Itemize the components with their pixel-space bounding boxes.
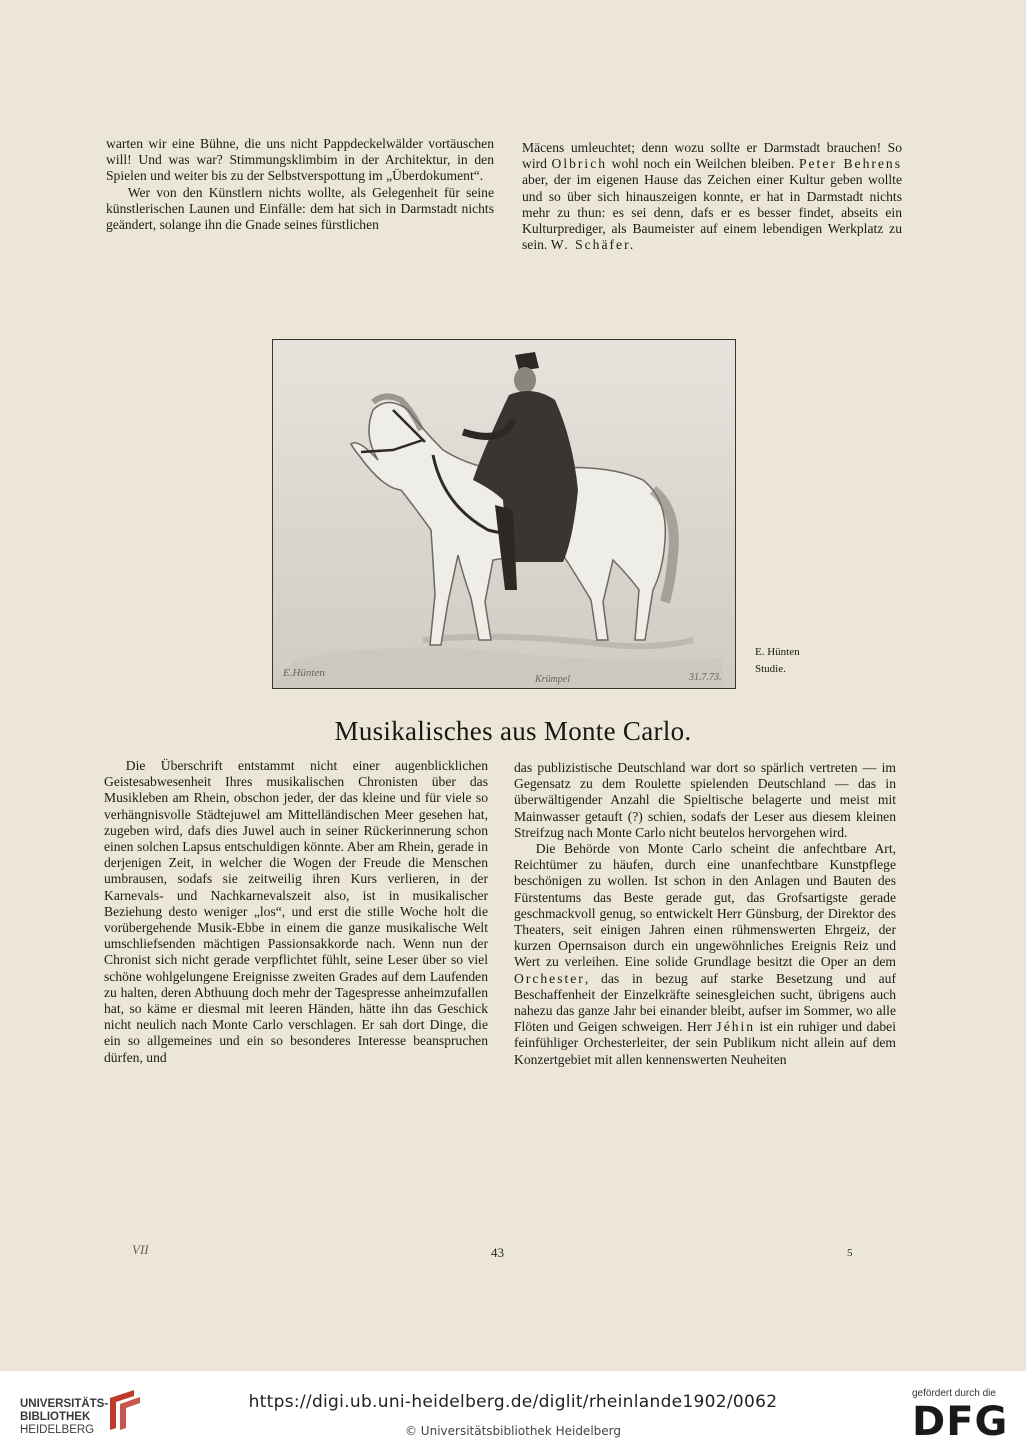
location-note: Krümpel	[535, 674, 570, 685]
date-note: 31.7.73.	[689, 672, 722, 683]
library-line: HEIDELBERG	[20, 1424, 95, 1436]
permalink-url[interactable]: https://digi.ub.uni-heidelberg.de/diglit/rheinlande1902/0062	[248, 1392, 778, 1412]
dfg-logo[interactable]: DFG	[912, 1399, 1009, 1445]
name-jehin: Jéhin	[716, 1019, 756, 1035]
orchester-word: Orchester	[514, 970, 585, 986]
paragraph	[514, 841, 896, 1068]
library-line: BIBLIOTHEK	[20, 1411, 91, 1423]
paragraph: das publizistische Deutschland war dort so spärlich vertreten — im Gegensatz zu dem Roulette spielenden Deutschland — das in überwältigender Anzahl die Spieltische belagerte und meist mit Mainwasser getauft (?) schien, sodafs der Leser aus diesem kleinen Streifzug nach Monte Carlo nicht beutelos hervorgehen wird.	[514, 760, 896, 840]
illustration-caption	[755, 644, 800, 678]
illustration-plate	[272, 339, 736, 689]
name-olbrich: Olbrich	[551, 156, 608, 172]
text-run: Mäcens umleuchtet; denn wozu sollte er Darmstadt brauchen! So wird	[522, 140, 902, 172]
horse-rider-drawing	[273, 340, 735, 688]
author-signature: W. Schäfer.	[550, 237, 636, 253]
funding-label: gefördert durch die	[912, 1388, 996, 1399]
paragraph: Die Überschrift entstammt nicht einer augenblicklichen Geistesabwesenheit Ihres musikalischen Chronisten über das Musikleben am Rhein, obschon jeder, der das kleine und für viele so verhängnisvolle Städtejuwel am Mittelländischen Meer gesehen hat, zugeben wird, dafs dies Juwel auch in seiner Rückerinnerung schon einen solchen Lapsus entschuldigen könnte. Aber am Rhein, gerade in derjenigen Zeit, in welcher die Wogen der Freude die Menschen umbrausen, sodafs sie zeitweilig ihren Kurs verlieren, in der Karnevals- und Nachkarnevalszeit also, ist in musikalischer Beziehung desto weniger „los“, und erst die stille Woche holt die vorübergehende Musik-Ebbe in einem die ganze musikalische Welt umschliefsenden mächtigen Passionsakkorde nach. Wenn nun der Chronist sich nicht gerade verpflichtet fühlt, seine Leser über so viel schöne wohlgelungene Ereignisse zweiten Grades auf dem Laufenden zu halten, deren Abthuung doch mehr der Tagespresse anheimzufallen hat, so käme er diesmal mit leeren Händen, hätte ihn das Geschick nicht neulich nach Monte Carlo verschlagen. Er sah dort Dinge, die ein so allgemeines und ein so besonderes Interesse beanspruchen dürfen, und	[104, 758, 488, 1065]
article-top-left-column	[106, 136, 494, 233]
text-run: ist ein ruhiger und dabei feinfühliger Orchesterleiter, der sein Publikum nicht allein auf dem Konzertgebiet mit allen kennenswerten Neuheiten	[514, 1019, 896, 1067]
article-top-right-column	[522, 140, 902, 253]
article-body-left-column	[104, 758, 488, 1066]
caption-artist: E. Hünten	[755, 646, 800, 658]
sheet-number: 5	[847, 1247, 853, 1259]
text-run: Die Behörde von Monte Carlo scheint die anfechtbare Art, Reichtümer zu häufen, durch eine unanfechtbare Kunstpflege beschönigen zu wollen. Ist schon in den Anlagen und Bauten des Fürstentums das Beste gerade gut, das Grofsartigste gerade geschmackvoll genug, so entwickelt Herr Günsburg, der Direktor des Theaters, seit einigen Jahren einen rühmenswerten Ehrgeiz, der kurzen Opernsaison durch ein ungewöhnliches Ereignis Reiz und Wert zu verleihen. Eine solide Grundlage besitzt die Oper an dem	[514, 841, 896, 970]
paragraph: warten wir eine Bühne, die uns nicht Pappdeckelwälder vortäuschen will! Und was war? Stimmungsklimbim in der Architektur, in den Spielen und weiter bis zu der Selbstverspottung im „Überdokument“.	[106, 136, 494, 184]
text-run: wohl noch ein Weilchen bleiben.	[611, 156, 795, 172]
article-title: Musikalisches aus Monte Carlo.	[334, 716, 692, 746]
paragraph	[522, 140, 902, 253]
paragraph: Wer von den Künstlern nichts wollte, als Gelegenheit für seine künstlerischen Launen und Einfälle: dem hat sich in Darmstadt nichts geändert, solange ihn die Gnade seines fürstlichen	[106, 184, 494, 233]
text-run: , das in bezug auf starke Besetzung und auf Beschaffenheit der Einzelkräfte seinesgleichen sucht, übrigens auch nahezu das ganze Jahr bei einander bleibt, aufser im Sommer, wo alle Flöten und Geigen schweigen. Herr	[514, 970, 896, 1035]
library-line: UNIVERSITÄTS-	[20, 1398, 109, 1410]
page-number: 43	[491, 1245, 504, 1260]
article-body-right-column	[514, 760, 896, 1068]
artist-signature: E.Hünten	[283, 667, 325, 679]
text-run: aber, der im eigenen Hause das Zeichen einer Kultur geben wollte und so über sich hinauszeigen konnte, er hat in Darmstadt nichts mehr zu thun: es sei denn, dafs er es besser findet, abseits ein Kulturprediger, als Baumeister auf einem lebendigen Werkplatz zu sein.	[522, 172, 902, 253]
name-behrens: Peter Behrens	[798, 156, 903, 172]
signature-mark: VII	[132, 1242, 149, 1257]
copyright-notice: © Universitätsbibliothek Heidelberg	[404, 1424, 621, 1438]
caption-title: Studie.	[755, 663, 786, 675]
